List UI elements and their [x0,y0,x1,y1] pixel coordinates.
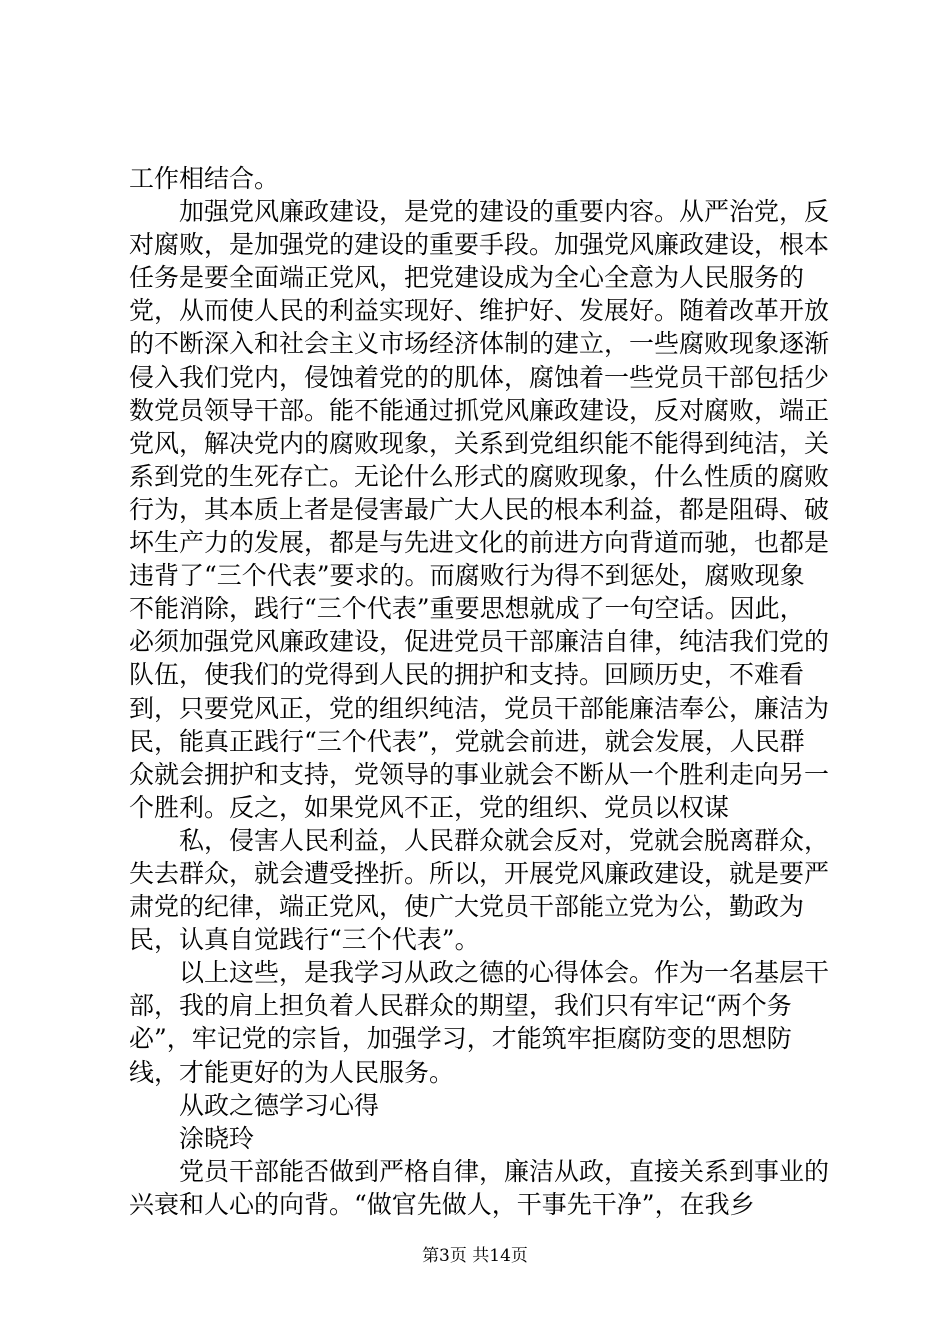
paragraph-4: 以上这些，是我学习从政之德的心得体会。作为一名基层干部，我的肩上担负着人民群众的期望，我们只有牢记“两个务必”，牢记党的宗旨，加强学习，才能筑牢拒腐防变的思想防线，才能更好的为人民服务。 [129,958,830,1087]
paragraph-1: 工作相结合。 [129,164,280,193]
document-body [129,162,829,1221]
paragraph-2: 加强党风廉政建设，是党的建设的重要内容。从严治党，反对腐败，是加强党的建设的重要手段。加强党风廉政建设，根本任务是要全面端正党风，把党建设成为全心全意为人民服务的党，从而使人民的利益实现好、维护好、发展好。随着改革开放的不断深入和社会主义市场经济体制的建立，一些腐败现象逐渐侵入我们党内，侵蚀着党的的肌体，腐蚀着一些党员干部包括少数党员领导干部。能不能通过抓党风廉政建设，反对腐败，端正党风，解决党内的腐败现象，关系到党组织能不能得到纯洁，关系到党的生死存亡。无论什么形式的腐败现象，什么性质的腐败行为，其本质上者是侵害最广大人民的根本利益，都是阻碍、破坏生产力的发展，都是与先进文化的前进方向背道而驰，也都是违背了“三个代表”要求的。而腐败行为得不到惩处，腐败现象不能消除，践行“三个代表”重要思想就成了一句空话。因此，必须加强党风廉政建设，促进党员干部廉洁自律，纯洁我们党的队伍，使我们的党得到人民的拥护和支持。回顾历史，不难看到，只要党风正，党的组织纯洁，党员干部能廉洁奉公，廉洁为民，能真正践行“三个代表”，党就会前进，就会发展，人民群众就会拥护和支持，党领导的事业就会不断从一个胜利走向另一个胜利。反之，如果党风不正，党的组织、党员以权谋 [129,197,830,822]
page-number-footer: 第3页 共14页 [422,1246,528,1266]
paragraph-5: 党员干部能否做到严格自律，廉洁从政，直接关系到事业的兴衰和人心的向背。“做官先做人，干事先干净”，在我乡 [129,1156,830,1219]
paragraph-3: 私，侵害人民利益，人民群众就会反对，党就会脱离群众，失去群众，就会遭受挫折。所以，开展党风廉政建设，就是要严肃党的纪律，端正党风，使广大党员干部能立党为公，勤政为民，认真自觉践行“三个代表”。 [129,825,830,955]
section-title: 从政之德学习心得 [129,1090,380,1120]
author-name: 涂晓玲 [129,1123,255,1153]
